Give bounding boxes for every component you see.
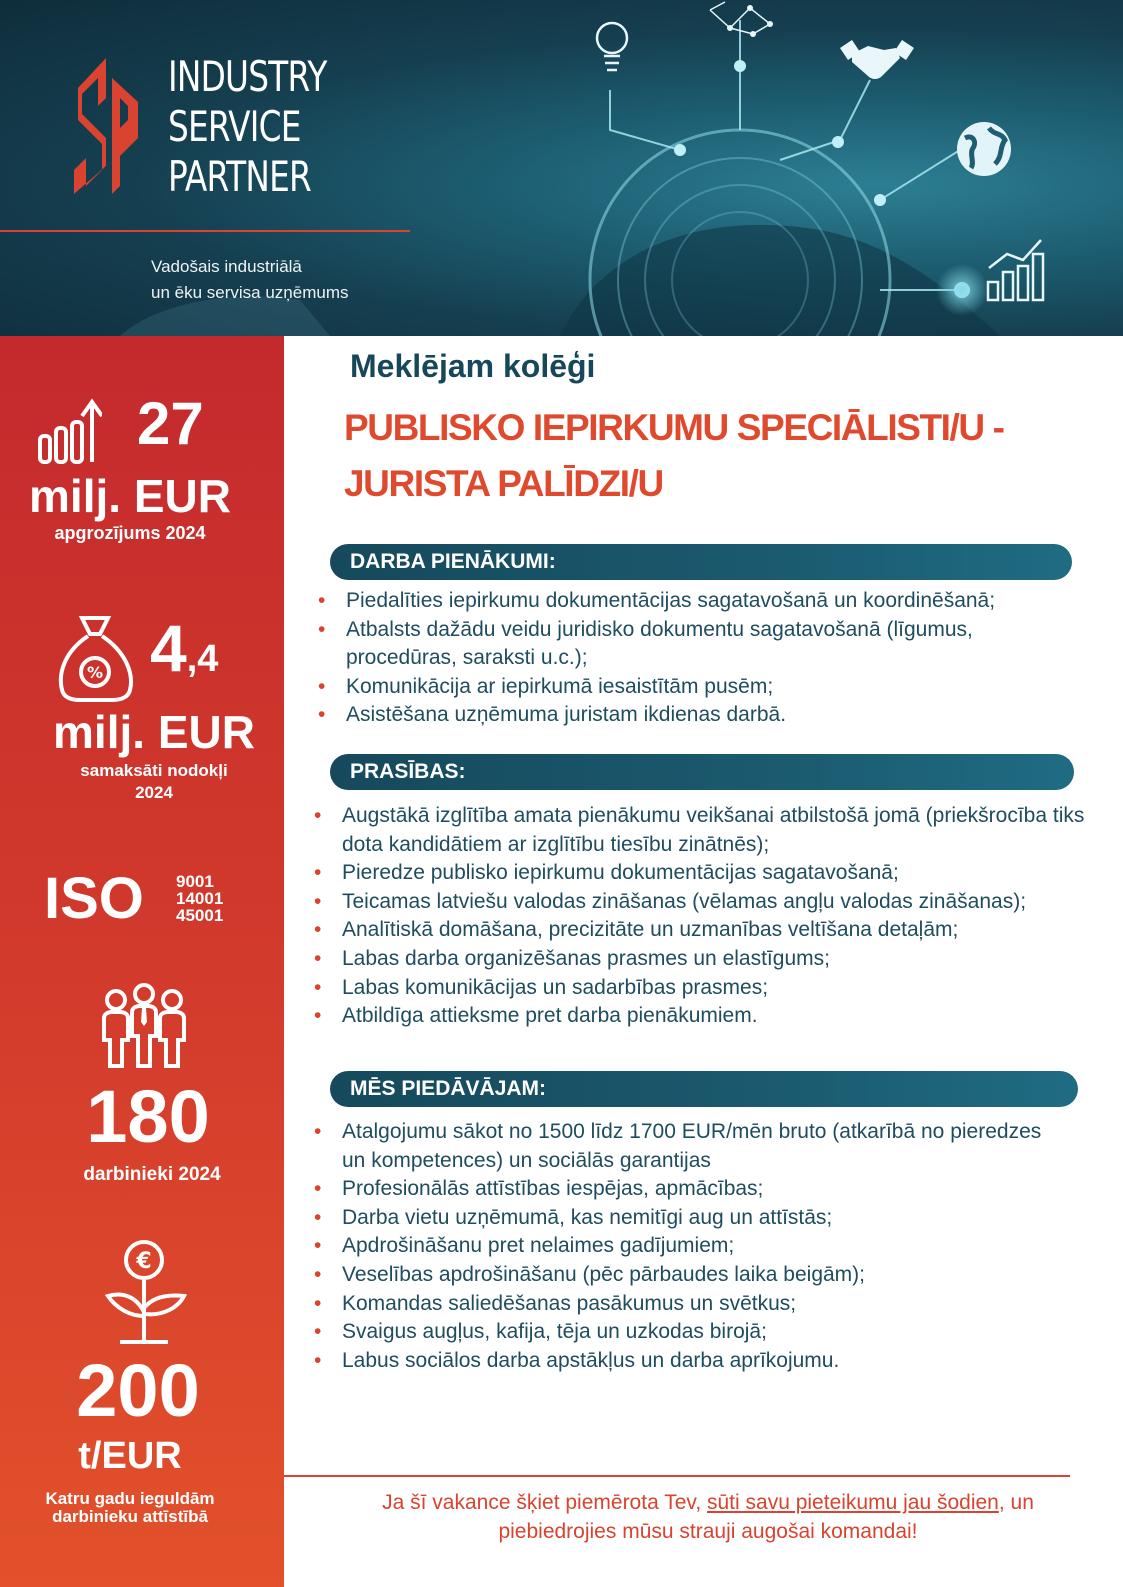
iso-standard: 14001 [176, 889, 224, 908]
requirements-list [310, 802, 1090, 1031]
list-item: • Asistēšana uzņēmuma juristam ikdienas darbā. [314, 701, 1084, 730]
taxes-value-main: 4 [150, 611, 187, 685]
growth-bars-icon [36, 394, 102, 468]
company-logo-mark [72, 58, 152, 198]
employees-value: 180 [86, 1075, 210, 1158]
list-item: • Komunikācija ar iepirkumā iesaistītām pusēm; [314, 673, 1084, 702]
offer-list [310, 1118, 1070, 1375]
list-item: • Labus sociālos darba apstākļus un darba aprīkojumu. [310, 1347, 1070, 1376]
iso-label: ISO [44, 866, 144, 931]
list-item: • Analītiskā domāšana, precizitāte un uzmanības veltīšana detaļām; [310, 916, 1090, 945]
header-banner [0, 0, 1123, 336]
intro-heading: Meklējam kolēģi [350, 348, 596, 384]
company-name-line: PARTNER [168, 152, 311, 201]
investment-label-line: Katru gadu ieguldām [45, 1489, 215, 1508]
list-item: • Atbalsts dažādu veidu juridisko dokumentu sagatavošanā (līgumus, procedūras, saraksti u.c.); [314, 616, 1084, 673]
list-item: • Veselības apdrošināšanu (pēc pārbaudes laika beigām); [310, 1261, 1070, 1290]
list-item: • Apdrošināšanu pret nelaimes gadījumiem; [310, 1232, 1070, 1261]
network-icon [705, 0, 775, 40]
tagline-line: Vadošais industriālā [151, 257, 302, 276]
job-posting [284, 336, 1123, 1587]
duties-list [314, 587, 1084, 730]
tagline [151, 254, 348, 306]
job-title-line: PUBLISKO IEPIRKUMU SPECIĀLISTI/U - [344, 407, 1004, 448]
list-item: • Svaigus augļus, kafija, tēja un uzkodas birojā; [310, 1318, 1070, 1347]
svg-text:%: % [86, 663, 104, 682]
taxes-label [12, 760, 296, 804]
tagline-line: un ēku servisa uzņēmums [151, 283, 349, 302]
company-name-line: INDUSTRY [168, 52, 327, 101]
call-to-action [368, 1488, 1048, 1546]
list-item: • Atalgojumu sākot no 1500 līdz 1700 EUR/mēn bruto (atkarībā no pieredzes un kompetences) un sociālās garantijas [310, 1118, 1070, 1175]
list-item: • Darba vietu uzņēmumā, kas nemitīgi aug un attīstās; [310, 1204, 1070, 1233]
taxes-value-decimal: ,4 [186, 638, 219, 680]
list-item: • Labas komunikācijas un sadarbības prasmes; [310, 974, 1090, 1003]
turnover-label: apgrozījums 2024 [54, 523, 206, 543]
taxes-unit: milj. EUR [53, 706, 255, 758]
employees-label: darbinieki 2024 [83, 1164, 221, 1185]
list-item: • Labas darba organizēšanas prasmes un elastīgums; [310, 945, 1090, 974]
list-item: • Teicamas latviešu valodas zināšanas (vēlamas angļu valodas zināšanas); [310, 888, 1090, 917]
taxes-label-line: 2024 [135, 783, 173, 802]
cta-text-after: , un piebiedrojies mūsu strauji augošai komandai! [498, 1491, 1034, 1543]
list-item: • Augstākā izglītība amata pienākumu veikšanai atbilstošā jomā (priekšrocība tiks dota kandidātiem ar izglītību tiesību zinātnēs); [310, 802, 1090, 859]
section-heading-duties: DARBA PIENĀKUMI: [330, 544, 1072, 580]
taxes-label-line: samaksāti nodokļi [80, 761, 228, 780]
list-item: • Piedalīties iepirkumu dokumentācijas sagatavošanā un koordinēšanā; [314, 587, 1084, 616]
turnover-value: 27 [137, 390, 204, 457]
investment-unit: t/EUR [78, 1435, 182, 1477]
taxes-value [150, 612, 218, 684]
iso-standard: 9001 [176, 872, 214, 891]
svg-text:€: € [136, 1249, 152, 1274]
footer-divider [284, 1475, 1070, 1477]
lightbulb-icon [592, 16, 632, 78]
euro-plant-icon [100, 1236, 190, 1346]
globe-icon [955, 120, 1013, 178]
job-title-line: JURISTA PALĪDZI/U [344, 463, 663, 504]
header-divider [0, 230, 410, 232]
job-title [344, 400, 1004, 512]
money-bag-percent-icon [54, 612, 136, 704]
growth-chart-icon [985, 232, 1049, 302]
company-name-line: SERVICE [168, 102, 301, 151]
investment-value: 200 [76, 1349, 200, 1432]
iso-standard: 45001 [176, 906, 224, 925]
company-name [168, 52, 327, 202]
investment-label-line: darbinieku attīstībā [52, 1507, 208, 1526]
apply-link[interactable]: sūti savu pieteikumu jau šodien [707, 1491, 999, 1514]
iso-standards [176, 873, 223, 924]
list-item: • Pieredze publisko iepirkumu dokumentācijas sagatavošanā; [310, 859, 1090, 888]
list-item: • Atbildīga attieksme pret darba pienākumiem. [310, 1002, 1090, 1031]
list-item: • Profesionālās attīstības iespējas, apmācības; [310, 1175, 1070, 1204]
turnover-unit: milj. EUR [29, 470, 231, 522]
section-heading-offer: MĒS PIEDĀVĀJAM: [330, 1071, 1078, 1107]
stats-sidebar [0, 336, 284, 1587]
list-item: • Komandas saliedēšanas pasākumus un svētkus; [310, 1290, 1070, 1319]
handshake-icon [838, 34, 916, 86]
investment-label [0, 1490, 272, 1526]
team-icon [98, 982, 190, 1072]
section-heading-requirements: PRASĪBAS: [330, 754, 1074, 790]
cta-text-before: Ja šī vakance šķiet piemērota Tev, [382, 1491, 707, 1514]
